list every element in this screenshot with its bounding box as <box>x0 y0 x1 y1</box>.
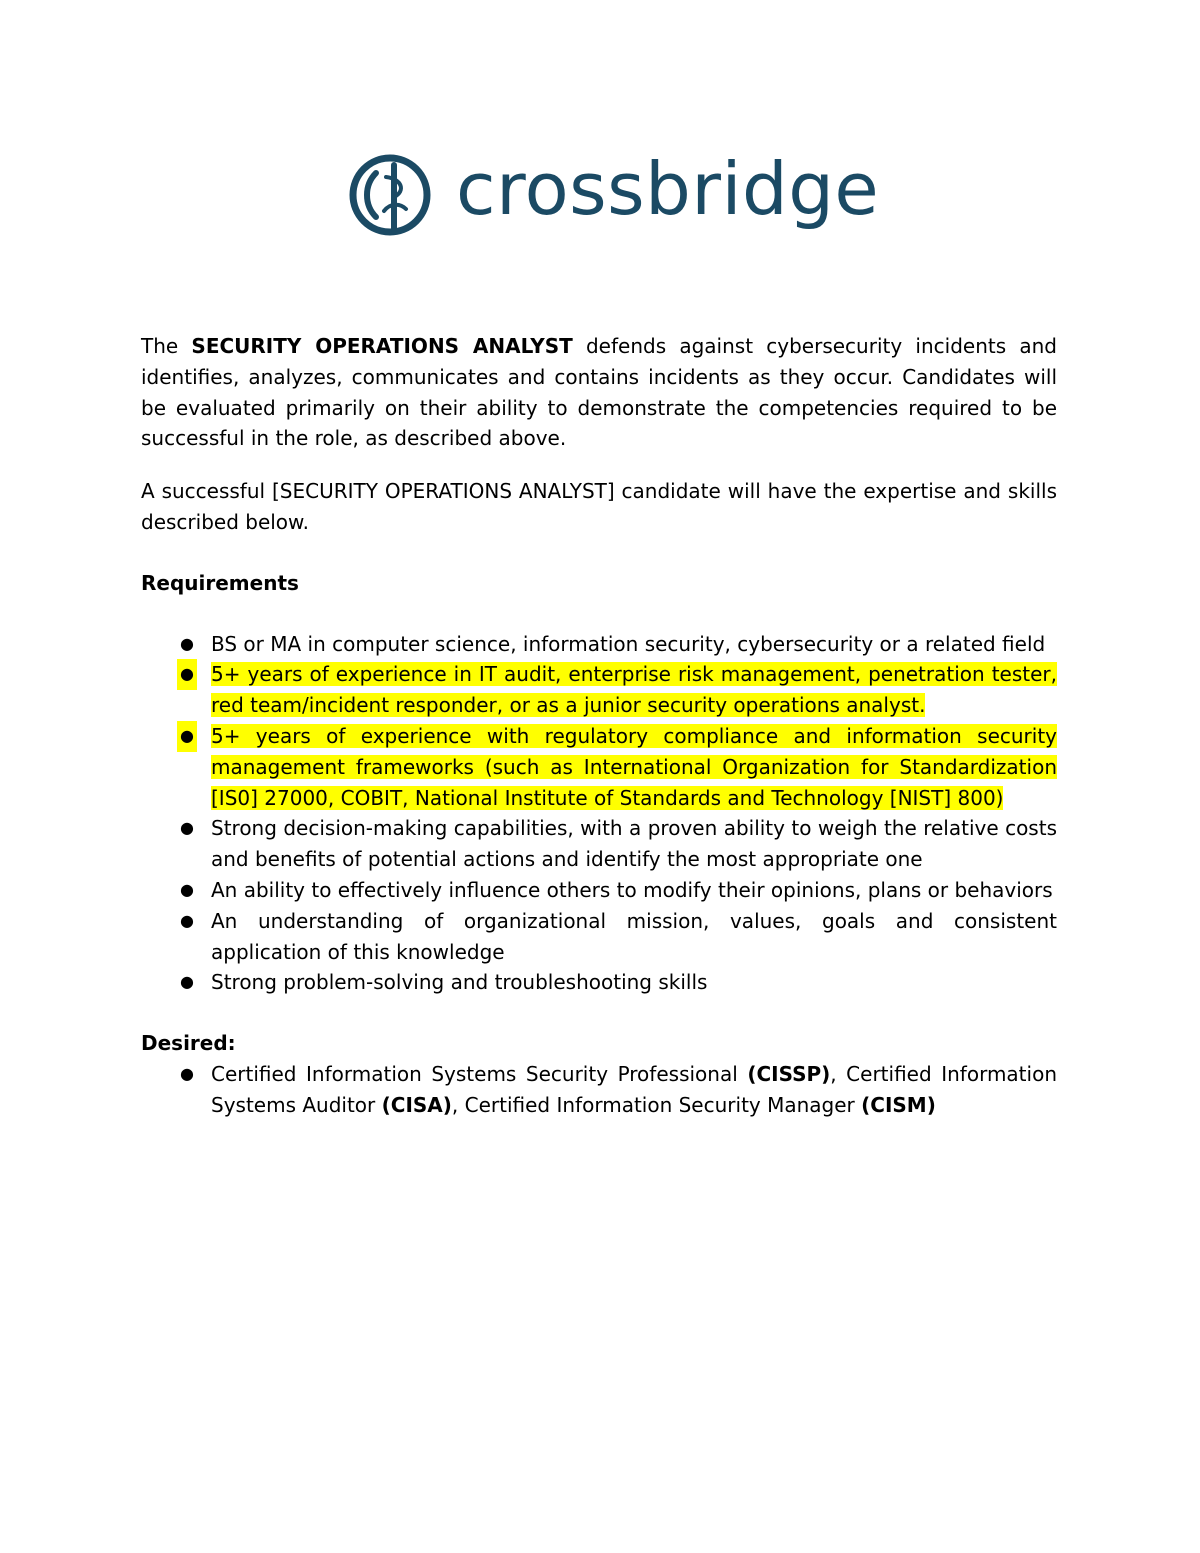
cism-label: (CISM) <box>861 1092 936 1117</box>
list-item <box>141 1059 1057 1121</box>
list-item-text: Strong problem-solving and troubleshooting skills <box>211 970 708 995</box>
intro-rest: defends against cybersecurity incidents and identifies, analyzes, communicates and contains incidents as they occur. Candidates will be evaluated primarily on their ability to demonstrate the competencies required to be successful in the role, as described above. <box>141 334 1057 451</box>
bullet-icon: ● <box>177 659 197 690</box>
bullet-icon: ● <box>180 910 194 930</box>
list-item-highlighted <box>141 721 1057 813</box>
document-body <box>141 331 1057 1121</box>
requirements-list <box>141 629 1057 999</box>
list-item-text: Strong decision-making capabilities, with a proven ability to weigh the relative costs and benefits of potential actions and identify the most appropriate one <box>211 816 1057 872</box>
requirements-heading: Requirements <box>141 570 299 595</box>
bullet-icon: ● <box>180 879 194 899</box>
list-item-highlighted <box>141 659 1057 721</box>
bullet-icon: ● <box>177 721 197 752</box>
bullet-icon: ● <box>180 1063 194 1083</box>
intro-lead: The <box>141 334 192 358</box>
bullet-icon: ● <box>180 818 194 838</box>
list-item <box>141 906 1057 968</box>
desired-part-3: , Certified Information Security Manager <box>451 1092 862 1117</box>
list-item-text: BS or MA in computer science, information security, cybersecurity or a related field <box>211 631 1046 656</box>
desired-list <box>141 1059 1057 1121</box>
list-item-text: 5+ years of experience in IT audit, enterprise risk management, penetration tester, red team/incident responder, or as a junior security operations analyst. <box>211 662 1057 718</box>
desired-part-2: , Certified Information Systems Auditor <box>211 1061 1057 1117</box>
desired-part-1: Certified Information Systems Security Professional <box>211 1061 748 1086</box>
list-item <box>141 813 1057 875</box>
summary-paragraph: A successful [SECURITY OPERATIONS ANALYST] candidate will have the expertise and skills described below. <box>141 479 1057 534</box>
list-item-text: An understanding of organizational mission, values, goals and consistent application of this knowledge <box>211 908 1057 964</box>
list-item-text: 5+ years of experience with regulatory compliance and information security management frameworks (such as International Organization for Standardization [IS0] 27000, COBIT, National Institute of Standards and Technology [NIST] 800) <box>211 723 1057 810</box>
crossbridge-logo-icon <box>346 151 434 239</box>
cisa-label: (CISA) <box>381 1092 452 1117</box>
cissp-label: (CISSP) <box>747 1061 831 1086</box>
desired-heading: Desired: <box>141 1031 236 1056</box>
intro-paragraph <box>141 331 1057 454</box>
role-title: SECURITY OPERATIONS ANALYST <box>191 334 573 358</box>
logo-wordmark: crossbridge <box>456 147 880 231</box>
list-item-text: An ability to effectively influence others to modify their opinions, plans or behaviors <box>211 877 1053 902</box>
list-item <box>141 967 1057 998</box>
bullet-icon: ● <box>180 972 194 992</box>
bullet-icon: ● <box>180 633 194 653</box>
list-item <box>141 875 1057 906</box>
list-item <box>141 629 1057 660</box>
crossbridge-logo <box>346 147 880 240</box>
